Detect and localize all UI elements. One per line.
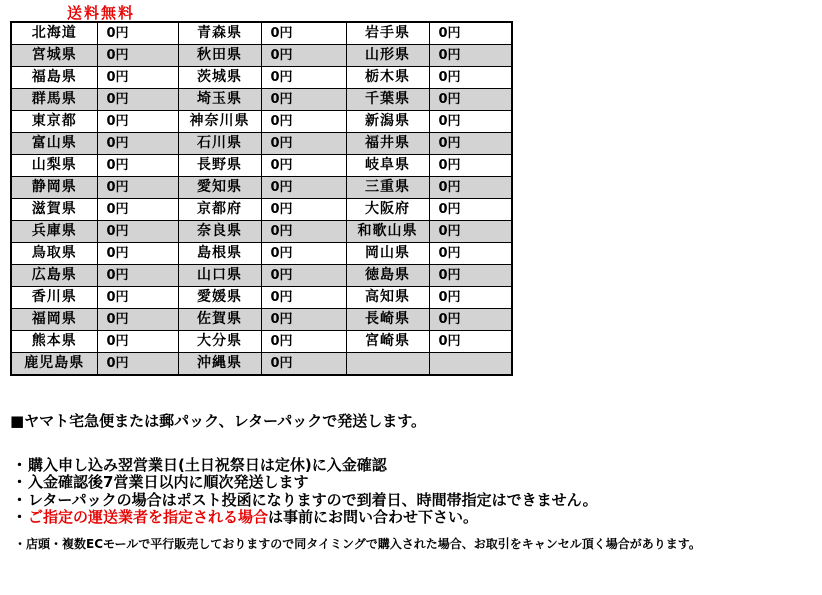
- fee-cell: 0円: [97, 309, 178, 331]
- prefecture-cell: 東京都: [11, 111, 97, 133]
- prefecture-cell: 佐賀県: [178, 309, 261, 331]
- note-bullet-line: [12, 474, 598, 491]
- fee-cell: 0円: [261, 133, 346, 155]
- prefecture-cell: 京都府: [178, 199, 261, 221]
- note-red-text: ご指定の運送業者を指定される場合: [28, 508, 269, 527]
- fee-cell: 0円: [97, 177, 178, 199]
- fee-cell: 0円: [97, 111, 178, 133]
- prefecture-cell: 山梨県: [11, 155, 97, 177]
- table-row: [11, 199, 512, 221]
- note-text: 購入申し込み翌営業日(土日祝祭日は定休)に入金確認: [28, 456, 387, 474]
- prefecture-cell: 石川県: [178, 133, 261, 155]
- fee-cell: 0円: [261, 89, 346, 111]
- fee-cell: 0円: [261, 177, 346, 199]
- fee-cell: 0円: [429, 67, 512, 89]
- fee-cell: 0円: [97, 155, 178, 177]
- table-row: [11, 177, 512, 199]
- fee-cell: 0円: [97, 287, 178, 309]
- table-row: [11, 22, 512, 45]
- prefecture-cell: 和歌山県: [346, 221, 429, 243]
- bullet-dot: ・: [12, 456, 28, 474]
- prefecture-cell: 茨城県: [178, 67, 261, 89]
- fee-cell: 0円: [429, 221, 512, 243]
- prefecture-cell: 埼玉県: [178, 89, 261, 111]
- fee-cell: 0円: [97, 199, 178, 221]
- prefecture-cell: 福島県: [11, 67, 97, 89]
- prefecture-cell: 広島県: [11, 265, 97, 287]
- prefecture-cell: 熊本県: [11, 331, 97, 353]
- notes-list: [12, 457, 598, 527]
- prefecture-cell: 沖縄県: [178, 353, 261, 376]
- fee-cell: 0円: [429, 177, 512, 199]
- fee-cell: 0円: [97, 89, 178, 111]
- fee-cell: 0円: [97, 243, 178, 265]
- prefecture-cell: 岩手県: [346, 22, 429, 45]
- shipping-method-heading: ■ヤマト宅急便または郵パック、レターパックで発送します。: [10, 412, 427, 430]
- table-row: [11, 243, 512, 265]
- prefecture-cell: 鹿児島県: [11, 353, 97, 376]
- fee-cell: 0円: [261, 155, 346, 177]
- fee-cell: 0円: [429, 199, 512, 221]
- fee-cell: 0円: [429, 309, 512, 331]
- table-row: [11, 67, 512, 89]
- prefecture-cell: 秋田県: [178, 45, 261, 67]
- prefecture-cell: [346, 353, 429, 376]
- prefecture-cell: 長野県: [178, 155, 261, 177]
- prefecture-cell: 青森県: [178, 22, 261, 45]
- fee-cell: 0円: [97, 45, 178, 67]
- prefecture-cell: 長崎県: [346, 309, 429, 331]
- prefecture-cell: 兵庫県: [11, 221, 97, 243]
- table-row: [11, 331, 512, 353]
- fee-cell: 0円: [429, 133, 512, 155]
- table-row: [11, 89, 512, 111]
- note-text: レターパックの場合はポスト投函になりますので到着日、時間帯指定はできません。: [28, 490, 598, 509]
- fee-cell: 0円: [429, 265, 512, 287]
- fee-cell: 0円: [429, 287, 512, 309]
- fee-cell: 0円: [97, 22, 178, 45]
- fee-cell: 0円: [429, 89, 512, 111]
- table-row: [11, 265, 512, 287]
- prefecture-cell: 栃木県: [346, 67, 429, 89]
- fee-cell: 0円: [97, 221, 178, 243]
- footnote-text: ・店頭・複数ECモールで平行販売しておりますので同タイミングで購入された場合、お取引をキャンセル頂く場合があります。: [14, 537, 701, 551]
- table-row: [11, 45, 512, 67]
- fee-cell: 0円: [261, 111, 346, 133]
- fee-cell: 0円: [97, 331, 178, 353]
- prefecture-cell: 山形県: [346, 45, 429, 67]
- prefecture-cell: 千葉県: [346, 89, 429, 111]
- prefecture-cell: 宮城県: [11, 45, 97, 67]
- note-bullet-line: [12, 492, 598, 509]
- prefecture-cell: 三重県: [346, 177, 429, 199]
- fee-cell: 0円: [97, 353, 178, 376]
- prefecture-cell: 福井県: [346, 133, 429, 155]
- prefecture-cell: 北海道: [11, 22, 97, 45]
- table-row: [11, 155, 512, 177]
- fee-cell: 0円: [97, 67, 178, 89]
- prefecture-cell: 島根県: [178, 243, 261, 265]
- fee-cell: 0円: [429, 45, 512, 67]
- prefecture-cell: 愛知県: [178, 177, 261, 199]
- prefecture-cell: 富山県: [11, 133, 97, 155]
- prefecture-cell: 徳島県: [346, 265, 429, 287]
- table-row: [11, 221, 512, 243]
- prefecture-cell: 宮崎県: [346, 331, 429, 353]
- prefecture-cell: 静岡県: [11, 177, 97, 199]
- table-row: [11, 353, 512, 376]
- prefecture-cell: 神奈川県: [178, 111, 261, 133]
- prefecture-cell: 大分県: [178, 331, 261, 353]
- shipping-fee-table-body: [11, 22, 512, 375]
- prefecture-cell: 奈良県: [178, 221, 261, 243]
- prefecture-cell: 群馬県: [11, 89, 97, 111]
- bullet-dot: ・: [12, 508, 28, 527]
- bullet-dot: ・: [12, 473, 28, 492]
- prefecture-cell: 滋賀県: [11, 199, 97, 221]
- fee-cell: 0円: [261, 287, 346, 309]
- fee-cell: 0円: [97, 133, 178, 155]
- fee-cell: 0円: [261, 45, 346, 67]
- fee-cell: 0円: [261, 353, 346, 376]
- prefecture-cell: 新潟県: [346, 111, 429, 133]
- table-row: [11, 111, 512, 133]
- table-row: [11, 309, 512, 331]
- fee-cell: 0円: [261, 221, 346, 243]
- prefecture-cell: 岐阜県: [346, 155, 429, 177]
- bullet-dot: ・: [12, 490, 28, 509]
- prefecture-cell: 山口県: [178, 265, 261, 287]
- table-row: [11, 287, 512, 309]
- fee-cell: 0円: [429, 22, 512, 45]
- fee-cell: 0円: [429, 243, 512, 265]
- fee-cell: 0円: [261, 331, 346, 353]
- prefecture-cell: 愛媛県: [178, 287, 261, 309]
- prefecture-cell: 香川県: [11, 287, 97, 309]
- prefecture-cell: 福岡県: [11, 309, 97, 331]
- note-text: 入金確認後7営業日以内に順次発送します: [28, 473, 309, 492]
- prefecture-cell: 大阪府: [346, 199, 429, 221]
- prefecture-cell: 岡山県: [346, 243, 429, 265]
- prefecture-cell: 鳥取県: [11, 243, 97, 265]
- fee-cell: 0円: [261, 22, 346, 45]
- fee-cell: 0円: [261, 243, 346, 265]
- fee-cell: 0円: [261, 309, 346, 331]
- fee-cell: 0円: [261, 199, 346, 221]
- fee-cell: 0円: [261, 265, 346, 287]
- note-bullet-line: [12, 457, 598, 474]
- fee-cell: 0円: [97, 265, 178, 287]
- fee-cell: 0円: [261, 67, 346, 89]
- fee-cell: [429, 353, 512, 376]
- table-row: [11, 133, 512, 155]
- prefecture-cell: 高知県: [346, 287, 429, 309]
- free-shipping-label: 送料無料: [67, 4, 136, 22]
- fee-cell: 0円: [429, 331, 512, 353]
- fee-cell: 0円: [429, 111, 512, 133]
- fee-cell: 0円: [429, 155, 512, 177]
- note-text: は事前にお問い合わせ下さい。: [268, 508, 479, 527]
- note-bullet-line: [12, 509, 598, 526]
- shipping-fee-table: [10, 21, 513, 376]
